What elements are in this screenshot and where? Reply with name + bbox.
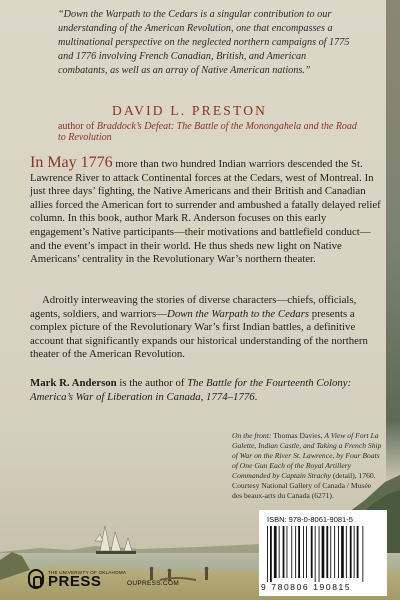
caption-artwork-title: A View of Fort La Galette, Indian Castle, and Taking a French Ship of War on the River St. Lawrence, by Four Boats of One Gun Each of the Royal Artillery Commanded by Captain Strachy [232, 431, 382, 480]
endorser-name: DAVID L. PRESTON [112, 103, 268, 118]
caption-lead: On the front: [232, 431, 272, 440]
publisher-press: PRESS [48, 572, 102, 590]
description-paragraph-2 [30, 294, 382, 362]
open-quote: “ [58, 9, 64, 20]
author-previous-book: The Battle for the Fourteenth Colony: America’s War of Liberation in Canada, 1774–1776 [30, 377, 352, 403]
barcode-digits: 9 780806 190815 [261, 582, 352, 592]
author-bio-end: . [254, 390, 258, 403]
endorsement-text: is a singular contribution to our understanding of the American Revolution, one that encompasses a multinational perspective on the neglected northern campaigns of 1775 and 1776 involving French Canadian, British, and American combatants, as well as an array of Native American nations. [58, 9, 350, 76]
endorser-credit [58, 121, 358, 143]
isbn-text: ISBN: 978-0-8061-9081-5 [267, 515, 353, 524]
publisher-url: OUPRESS.COM [127, 580, 180, 587]
cover-art-caption [232, 431, 382, 501]
description-paragraph-1 [30, 156, 382, 267]
paragraph-2-text-a: Adroitly interweaving the stories of diverse characters—chiefs, officials, agents, soldiers, and warriors— [30, 294, 357, 320]
author-bio-text: is the author of [116, 377, 188, 389]
author-name: Mark R. Anderson [30, 377, 117, 389]
paragraph-1-text: more than two hundred Indian warriors descended the St. Lawrence River to attack Continental forces at the Cedars, west of Montreal. In just three days’ fighting, the Native Americans and their British and Canadian allies forced the American fort to surrender and ambushed a fatally delayed relief column. In this book, author Mark R. Anderson focuses on this early engagement’s Native participants—their motivations and battlefield conduct—and the event’s impact in their world. He thus sheds new light on Native Americans’ centrality in the Revolutionary War’s northern theater. [30, 158, 381, 266]
publisher-university: THE UNIVERSITY OF OKLAHOMA [48, 569, 127, 575]
paragraph-2-book-title: Down the Warpath to the Cedars [167, 307, 310, 320]
endorser-book-title: Braddock’s Defeat: The Battle of the Monongahela and the Road to Revolution [58, 121, 357, 143]
caption-credit: (detail), 1760. Courtesy National Gallery of Canada / Musée des beaux-arts du Canada (6271). [232, 471, 376, 500]
lead-in: In May 1776 [30, 154, 113, 171]
isbn-barcode [259, 510, 387, 596]
endorsement-book-title: Down the Warpath to the Cedars [63, 9, 198, 20]
close-quote: ” [304, 65, 311, 76]
caption-artist: Thomas Davies, [271, 431, 325, 440]
paragraph-2-text-b: presents a complex picture of the Revolutionary War’s first Indian battles, a definitive account that significantly expands our historical understanding of the northern theater of the American Revolution. [30, 307, 368, 361]
author-bio [30, 377, 382, 404]
barcode-bars [265, 526, 381, 582]
publisher-logo [28, 569, 126, 589]
endorser-credit-prefix: author of [58, 121, 97, 132]
ou-monogram-icon [28, 569, 44, 589]
endorsement-quote [58, 8, 356, 78]
